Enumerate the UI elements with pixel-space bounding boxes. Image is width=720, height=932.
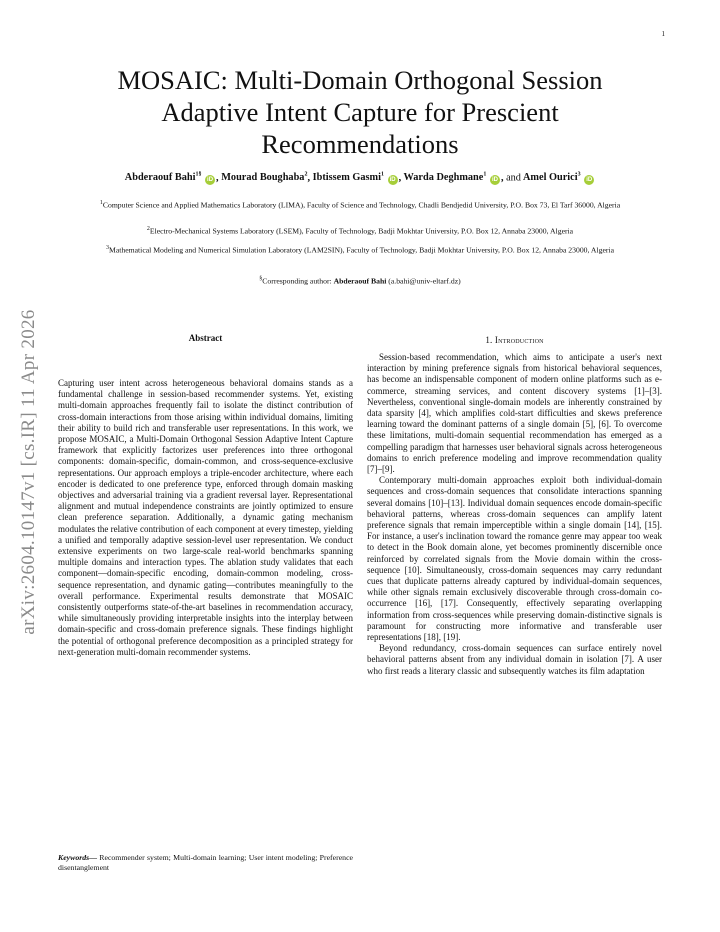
corresponding-author: §Corresponding author: Abderaouf Bahi (a.bahi@univ-eltarf.dz) xyxy=(259,276,461,286)
orcid-icon[interactable]: iD xyxy=(491,177,498,184)
introduction-body xyxy=(367,352,662,677)
affiliation-2: $^2$Electro-Mechanical Systems Laboratory (LSEM), Faculty of Technology, Badji Mokhtar University, P.O. Box 12, Annaba 23000, Algeria xyxy=(146,226,574,236)
intro-paragraph: Contemporary multi-domain approaches exploit both individual-domain sequences and cross-domain sequences that consolidate interactions spanning several domains [10]–[13]. Individual domain sequences encode domain-specific behavioral patterns, whereas cross-domain sequences can amplify latent preference signals that remain imperceptible within a single domain [14], [15]. For instance, a user's inclination toward the romance genre may appear too weak to detect in the Book domain alone, yet becomes prominently discernible once reinforced by correlated signals from the Movie domain within the cross-sequence [10]. Simultaneously, cross-domain sequences may carry redundant cues that duplicate patterns already captured by individual-domain sequences, while other signals remain exclusively discoverable through cross-domain co-occurrence [16], [17]. Consequently, effectively separating overlapping information from cross-sequences while preserving domain-distinctive signals is paramount for constructing more informative and transferable user representations [18], [19]. xyxy=(367,475,662,643)
orcid-icon[interactable]: iD xyxy=(389,177,396,184)
orcid-icon[interactable]: iD xyxy=(207,177,214,184)
page-number: 1 xyxy=(661,30,665,38)
author-4: Warda Deghmane$^1$ xyxy=(403,172,487,184)
abstract-heading: Abstract xyxy=(188,333,223,343)
keywords: Keywords— Recommender system; Multi-domain learning; User intent modeling; Preference disentanglement xyxy=(58,853,353,872)
and-conjunction: and xyxy=(506,172,521,184)
arxiv-watermark: arXiv:2604.10147v1 [cs.IR] 11 Apr 2026 xyxy=(18,309,39,635)
intro-paragraph: Session-based recommendation, which aims to anticipate a user's next interaction by mining preference signals from historical behavioral sequences, has become an indispensable component of modern online platforms such as e-commerce, streaming services, and content discovery systems [1]–[3]. Nevertheless, conventional single-domain models are inherently constrained by data sparsity [4], which amplifies cold-start difficulties and skews preference learning toward the dominant patterns of a single domain [5], [6]. To overcome these limitations, multi-domain sequential recommendation has emerged as a compelling paradigm that harnesses user behavioral signals across heterogeneous domains to enrich preference modeling and improve recommendation quality [7]–[9]. xyxy=(367,352,662,475)
orcid-icon[interactable]: iD xyxy=(586,177,593,184)
affiliation-3: $^3$Mathematical Modeling and Numerical Simulation Laboratory (LAM2SIN), Faculty of Technology, Badji Mokhtar University, P.O. Box 12, Annaba 23000, Algeria xyxy=(106,245,614,255)
paper-title: MOSAIC: Multi-Domain Orthogonal Session Adaptive Intent Capture for Prescient Recommendations xyxy=(117,65,603,159)
introduction-heading: 1. Introduction xyxy=(485,335,544,345)
intro-paragraph: Beyond redundancy, cross-domain sequences can surface entirely novel behavioral patterns absent from any individual domain in isolation [7]. A user who first reads a literary classic and subsequently watches its film adaptation xyxy=(367,643,662,676)
author-3: Ibtissem Gasmi$^1$ xyxy=(312,172,384,184)
email-link[interactable]: (a.bahi@univ-eltarf.dz) xyxy=(386,276,461,286)
author-1: Abderaouf Bahi$^{1\S}$ xyxy=(124,172,202,184)
author-2: Mourad Boughaba$^2$ xyxy=(221,172,308,184)
author-5: Amel Ourici$^3$ xyxy=(522,172,581,184)
author-list: Abderaouf Bahi$^{1\S}$ iD , Mourad Boughaba$^2$, Ibtissem Gasmi$^1$ iD , Warda Deghmane$^1$ iD , and Amel Ourici$^3$ iD xyxy=(124,172,593,184)
affiliation-1: $^1$Computer Science and Applied Mathematics Laboratory (LIMA), Faculty of Science and Technology, Chadli Bendjedid University, P.O. Box 73, El Tarf 36000, Algeria xyxy=(99,200,621,210)
abstract-body: Capturing user intent across heterogeneous behavioral domains stands as a fundamental challenge in session-based recommender systems. Yet, existing multi-domain approaches frequently fail to isolate the distinct contribution of cross-domain interactions from those arising within individual domains, limiting their ability to build rich and transferable user representations. In this work, we propose MOSAIC, a Multi-Domain Orthogonal Session Adaptive Intent Capture framework that explicitly factorizes user preferences into three orthogonal components: domain-specific, domain-common, and cross-sequence-exclusive representations. Our approach employs a triple-encoder architecture, where each encoder is dedicated to one preference type, enforced through domain masking objectives and adversarial training via a gradient reversal layer. Representational alignment and mutual independence constraints are jointly optimized to ensure clean preference separation. Additionally, a dynamic gating mechanism modulates the relative contribution of each component at every timestep, yielding a unified and temporally adaptive session-level user representation. We conduct extensive experiments on two large-scale real-world benchmarks spanning multiple domains and interaction types. The ablation study validates that each component—domain-specific encoding, domain-common modeling, cross-sequence representation, and dynamic gating—contributes meaningfully to the overall performance. Experimental results demonstrate that MOSAIC consistently outperforms state-of-the-art baselines in recommendation accuracy, while simultaneously providing interpretable insights into the interplay between domain-specific and cross-domain preference signals. These findings highlight the potential of orthogonal preference decomposition as a principled strategy for next-generation multi-domain recommender systems. xyxy=(58,378,353,657)
